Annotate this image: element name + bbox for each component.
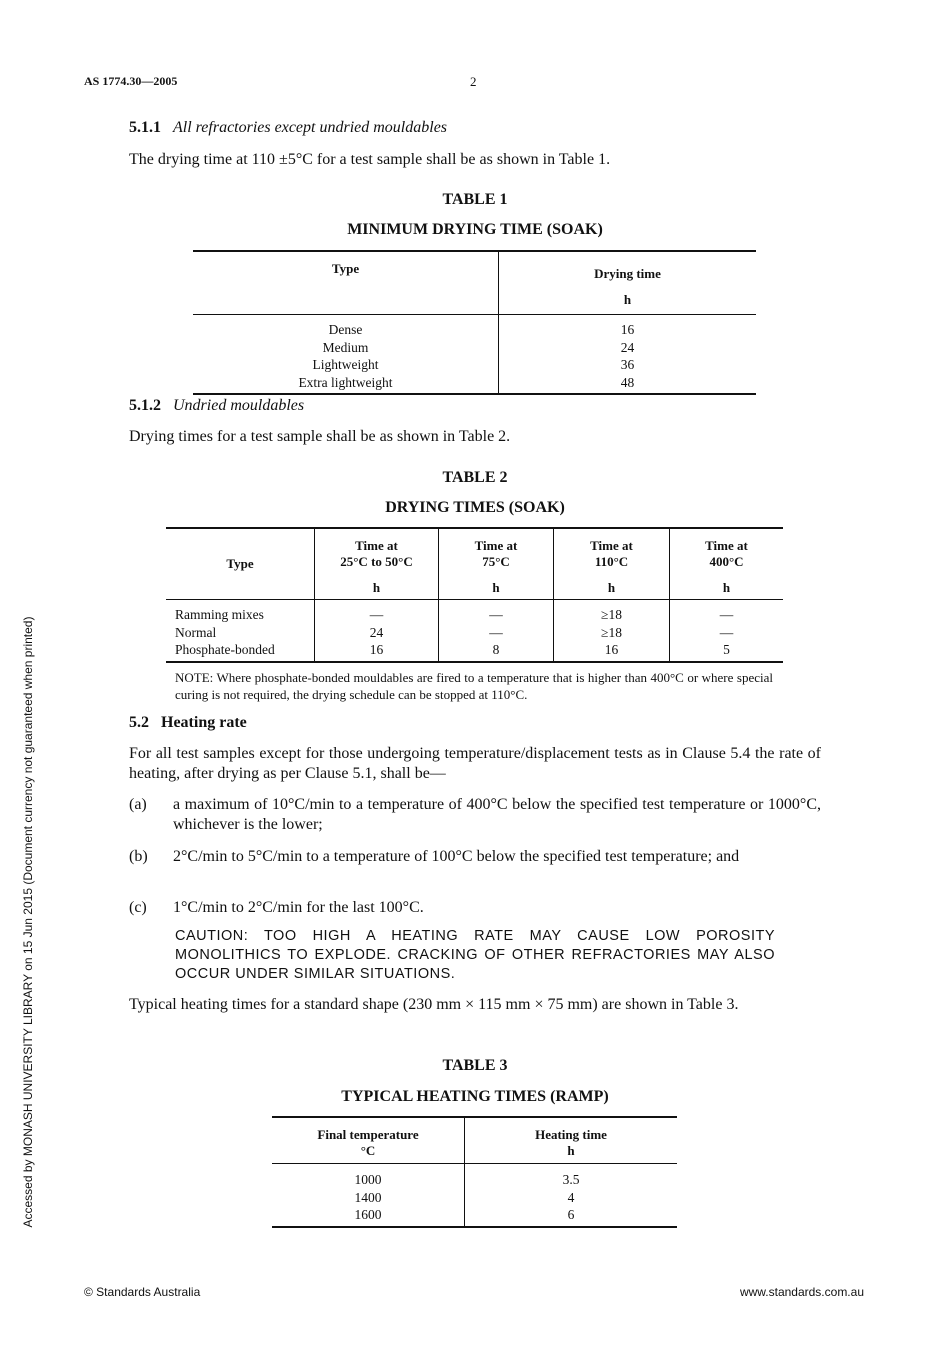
section-title: All refractories except undried mouldables [173,119,448,136]
list-item-text: 2°C/min to 5°C/min to a temperature of 100°C below the specified test temperature; and [173,848,740,865]
page-number: 2 [470,74,477,89]
table2-type: Phosphate-bonded [175,642,275,657]
table2-header-col3-line1: Time at [590,538,633,553]
table1-header-time-unit: h [623,292,632,307]
table1-title: MINIMUM DRYING TIME (SOAK) [347,221,603,238]
table3-time: 6 [567,1207,575,1222]
table2-header-col1-unit: h [372,580,381,595]
table2-header-col3-line2: 110°C [594,554,629,569]
section-5-1-1-text: The drying time at 110 ±5°C for a test sample shall be as shown in Table 1. [129,151,611,168]
table3-temp: 1000 [354,1172,382,1187]
section-5-1-1-heading [129,119,447,137]
list-item-label: (a) [129,796,147,813]
table1-label: TABLE 1 [442,191,508,208]
table3-header-temp [272,1117,465,1164]
table2-type: Normal [175,624,217,640]
footer-copyright: © Standards Australia [84,1285,201,1299]
table1-time: 36 [620,357,635,372]
table2-col3-cell [554,600,670,662]
table3-header-time [465,1117,678,1164]
table2-header-col4-line1: Time at [705,538,748,553]
table2-value: — [369,607,384,622]
table3-header-time-label: Heating time [535,1127,607,1142]
table1-type: Dense [328,322,363,337]
table2-value: — [489,624,503,640]
table2-header-col4 [670,528,784,600]
list-item [129,898,821,918]
section-5-1-2-heading [129,397,304,415]
table2-header-col2-unit: h [492,580,500,595]
table2-type: Ramming mixes [175,607,264,622]
table3-header-temp-label: Final temperature [317,1127,419,1142]
table3-time: 4 [567,1189,575,1205]
section-title: Undried mouldables [173,397,305,414]
table2-header-col3 [554,528,670,600]
table1-header-time-label: Drying time [594,266,661,281]
table2-value: ≥18 [601,624,622,640]
table1-header-time [499,251,757,315]
section-number: 5.1.1 [129,119,161,136]
table1-types-cell [193,315,499,395]
table1-type: Medium [322,339,369,355]
table2-value: — [719,607,734,622]
list-item-text: a maximum of 10°C/min to a temperature of 400°C below the specified test temperature or 1000°C, whichever is the lower; [173,796,821,833]
table2-header-col2-line2: 75°C [482,554,510,569]
table2-types-cell [166,600,315,662]
table1 [193,250,756,395]
table2-value: — [719,624,734,640]
table1-header-type: Type [193,251,499,315]
list-item-label: (c) [129,899,147,916]
table2 [166,527,783,663]
table2-header-col2-line1: Time at [474,538,518,553]
table2-header-type: Type [166,528,315,600]
table2-label: TABLE 2 [442,469,508,486]
table2-note: NOTE: Where phosphate-bonded mouldables are fired to a temperature that is higher than 400°C or where special curing is not required, the drying schedule can be stopped at 110°C. [175,670,773,702]
table1-type: Lightweight [312,357,379,372]
table2-col4-cell [670,600,784,662]
access-watermark: Accessed by MONASH UNIVERSITY LIBRARY on 15 Jun 2015 (Document currency not guaranteed when printed) [21,616,35,1228]
section-5-2-typical: Typical heating times for a standard shape (230 mm × 115 mm × 75 mm) are shown in Table 3. [129,996,739,1013]
section-number: 5.2 [129,714,149,731]
table2-value: 16 [604,642,619,657]
table2-header-col4-line2: 400°C [709,554,744,569]
table1-time: 24 [620,339,635,355]
table2-value: 5 [723,642,730,657]
table3-header-temp-unit: °C [360,1143,376,1158]
table2-header-col4-unit: h [722,580,731,595]
table3 [272,1116,677,1228]
table1-time: 16 [620,322,635,337]
table2-value: — [489,607,503,622]
caution-text: CAUTION: TOO HIGH A HEATING RATE MAY CAUSE LOW POROSITY MONOLITHICS TO EXPLODE. CRACKING OF OTHER REFRACTORIES MAY ALSO OCCUR UNDER SIMILAR SITUATIONS. [175,928,775,982]
table2-col2-cell [439,600,554,662]
table2-col1-cell [315,600,439,662]
table3-times-cell [465,1164,678,1227]
table2-header-col1-line1: Time at [355,538,398,553]
table3-label: TABLE 3 [442,1057,508,1074]
table2-header-col1-line2: 25°C to 50°C [340,554,413,569]
section-5-1-2-text: Drying times for a test sample shall be as shown in Table 2. [129,428,511,445]
section-5-2-intro: For all test samples except for those undergoing temperature/displacement tests as in Clause 5.4 the rate of heating, after drying as per Clause 5.1, shall be— [129,745,821,782]
section-5-2-heading [129,714,247,732]
table3-header-time-unit: h [567,1143,575,1158]
table2-value: 16 [369,642,384,657]
table2-value: 8 [492,642,500,657]
table1-type: Extra lightweight [298,374,393,390]
table2-header-col2 [439,528,554,600]
table1-time: 48 [620,374,635,390]
section-number: 5.1.2 [129,397,161,414]
list-item-text: 1°C/min to 2°C/min for the last 100°C. [173,899,424,916]
table3-temp: 1600 [354,1207,382,1222]
document-id: AS 1774.30—2005 [84,74,178,88]
table3-title: TYPICAL HEATING TIMES (RAMP) [341,1088,609,1105]
table1-times-cell [499,315,757,395]
list-item [129,795,821,835]
list-item [129,847,821,867]
table2-header-col3-unit: h [607,580,616,595]
footer-website[interactable]: www.standards.com.au [739,1285,864,1299]
table2-value: ≥18 [601,607,622,622]
table2-header-col1 [315,528,439,600]
table2-value: 24 [369,624,384,640]
list-item-label: (b) [129,848,148,865]
section-title: Heating rate [161,714,247,731]
table3-temps-cell [272,1164,465,1227]
table3-temp: 1400 [354,1189,382,1205]
table2-title: DRYING TIMES (SOAK) [385,499,565,516]
table3-time: 3.5 [562,1172,580,1187]
